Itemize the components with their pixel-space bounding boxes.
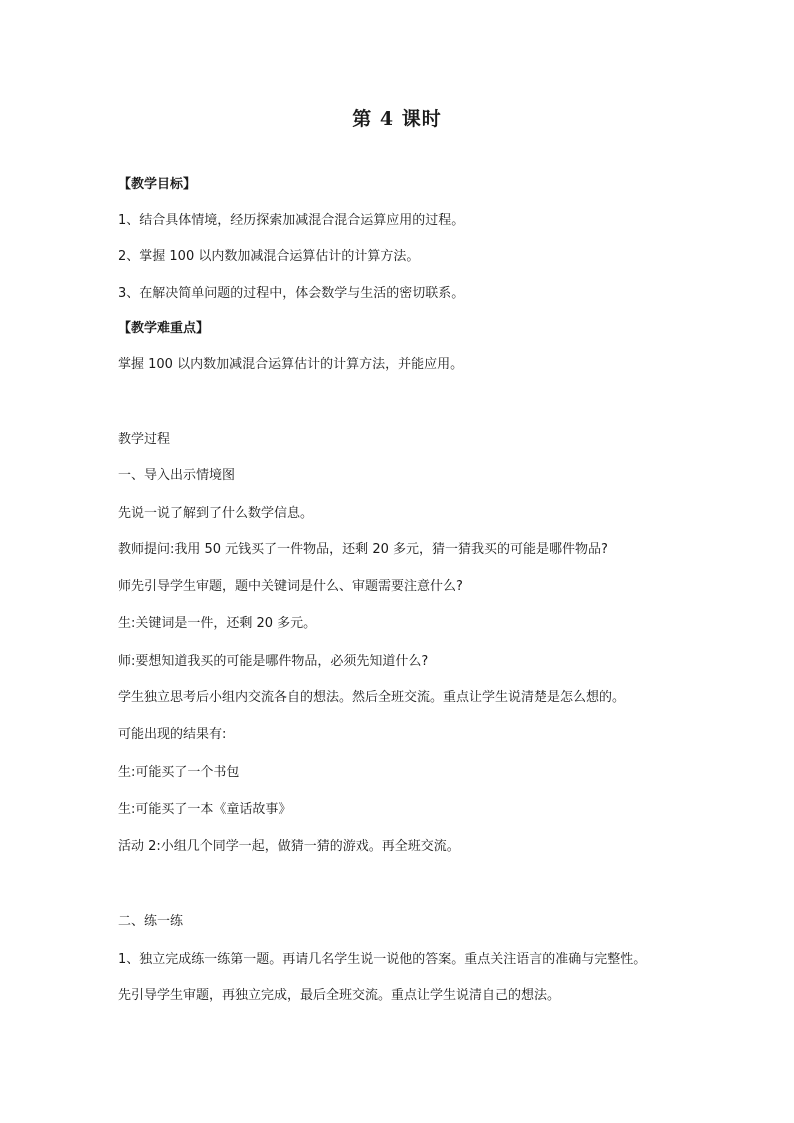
objective-item-1: 1、结合具体情境，经历探索加减混合混合运算应用的过程。: [118, 213, 465, 228]
objective-item-2: 2、掌握 100 以内数加减混合运算估计的计算方法。: [118, 249, 420, 264]
section1-line-10: 活动 2:小组几个同学一起，做猜一猜的游戏。再全班交流。: [118, 839, 460, 854]
section1-line-6: 学生独立思考后小组内交流各自的想法。然后全班交流。重点让学生说清楚是怎么想的。: [118, 690, 626, 705]
section2-line-1: 1、独立完成练一练第一题。再请几名学生说一说他的答案。重点关注语言的准确与完整性。: [118, 952, 647, 967]
objective-item-3: 3、在解决简单问题的过程中，体会数学与生活的密切联系。: [118, 286, 465, 301]
objectives-heading: 【教学目标】: [118, 177, 197, 192]
section1-line-8: 生:可能买了一个书包: [118, 765, 240, 780]
key-points-text: 掌握 100 以内数加减混合运算估计的计算方法，并能应用。: [118, 357, 464, 372]
section1-line-4: 生:关键词是一件，还剩 20 多元。: [118, 616, 317, 631]
section1-heading: 一、导入出示情境图: [118, 468, 236, 483]
section1-line-9: 生:可能买了一本《童话故事》: [118, 802, 292, 817]
section1-line-7: 可能出现的结果有:: [118, 727, 227, 742]
key-points-heading: 【教学难重点】: [118, 321, 210, 336]
section1-line-3: 师先引导学生审题，题中关键词是什么、审题需要注意什么?: [118, 579, 463, 594]
section2-line-2: 先引导学生审题，再独立完成，最后全班交流。重点让学生说清自己的想法。: [118, 988, 561, 1003]
section1-line-5: 师:要想知道我买的可能是哪件物品，必须先知道什么?: [118, 654, 429, 669]
section2-heading: 二、练一练: [118, 914, 184, 929]
page-title: 第 4 课时: [352, 108, 442, 130]
process-heading: 教学过程: [118, 432, 171, 447]
section1-line-1: 先说一说了解到了什么数学信息。: [118, 506, 314, 521]
section1-line-2: 教师提问:我用 50 元钱买了一件物品，还剩 20 多元，猜一猜我买的可能是哪件物品?: [118, 542, 608, 557]
